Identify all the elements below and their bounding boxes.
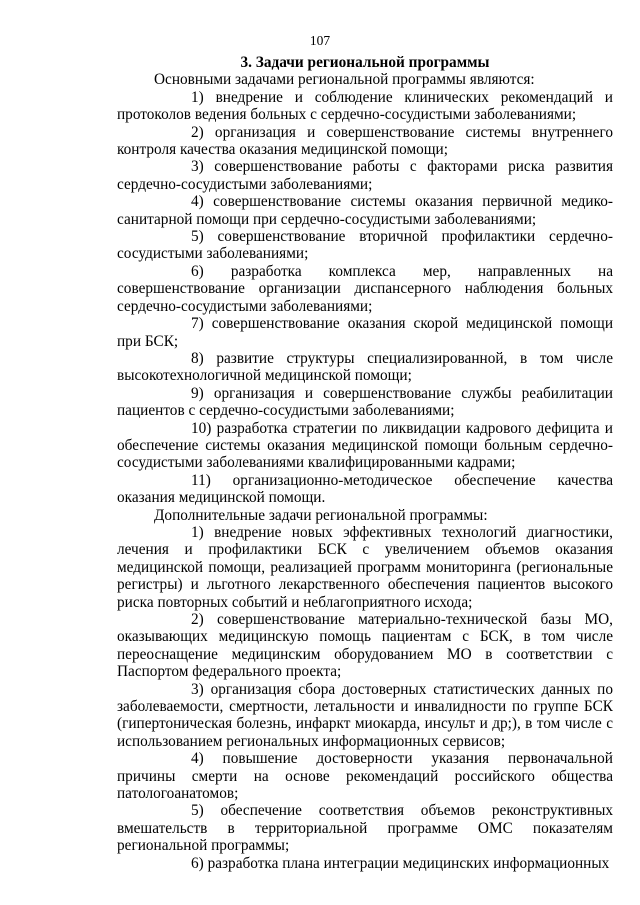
additional-task-item-text: организация сбора достоверных статистических данных по заболеваемости, смертности, летальности и инвалидности по группе БСК (гипертоническая болезнь, инфаркт миокарда, инсульт и др;), в том числе с использованием региональных информационных сервисов; — [117, 680, 614, 750]
additional-task-item — [117, 855, 613, 872]
main-task-item — [117, 315, 613, 350]
main-task-item-text: совершенствование работы с факторами риска развития сердечно-сосудистыми заболеваниями; — [117, 158, 613, 193]
main-task-item-number: 6) — [191, 262, 204, 280]
main-task-item — [117, 158, 613, 193]
main-task-item-text: совершенствование системы оказания первичной медико-санитарной помощи при сердечно-сосудистыми заболеваниями; — [117, 193, 614, 228]
main-task-item-number: 10) — [191, 419, 212, 437]
main-task-item — [117, 385, 613, 420]
main-task-item — [117, 228, 613, 263]
main-task-item — [117, 124, 613, 159]
additional-task-item-number: 4) — [191, 750, 204, 768]
main-task-item-number: 2) — [191, 123, 204, 141]
additional-task-item-number: 1) — [191, 523, 204, 541]
main-task-item-number: 1) — [191, 88, 204, 106]
additional-task-item — [117, 524, 613, 611]
main-task-item-number: 5) — [191, 228, 204, 246]
section-heading: 3. Задачи региональной программы — [240, 54, 490, 71]
main-task-item-number: 7) — [191, 315, 204, 333]
main-task-item-number: 3) — [191, 158, 204, 176]
additional-task-item-text: повышение достоверности указания первоначальной причины смерти на основе рекомендаций российского общества патологоанатомов; — [117, 750, 613, 803]
additional-task-item — [117, 802, 613, 854]
main-task-item-text: внедрение и соблюдение клинических рекомендаций и протоколов ведения больных с сердечно-сосудистыми заболеваниями; — [117, 88, 613, 124]
main-task-item-text: организация и совершенствование системы внутреннего контроля качества оказания медицинской помощи; — [117, 123, 613, 159]
additional-task-item-number: 5) — [191, 802, 204, 820]
additional-task-item-text: обеспечение соответствия объемов реконструктивных вмешательств в территориальной программе ОМС показателям региональной программы; — [117, 802, 613, 855]
main-task-item-number: 8) — [191, 349, 204, 367]
additional-task-item — [117, 611, 613, 681]
main-task-item-text: организация и совершенствование службы реабилитации пациентов с сердечно-сосудистыми заболеваниями; — [117, 384, 613, 420]
additional-tasks-intro: Дополнительные задачи региональной программы: — [154, 506, 488, 524]
additional-task-item-text: внедрение новых эффективных технологий диагностики, лечения и профилактики БСК с увеличением объемов оказания медицинской помощи, реализацией программ мониторинга (региональные регистры) и льготного лекарственного обеспечения пациентов высокого риска повторных событий и неблагоприятного исхода; — [117, 523, 613, 611]
main-task-item-text: организационно-методическое обеспечение качества оказания медицинской помощи. — [117, 471, 614, 507]
main-tasks-list — [117, 89, 613, 507]
main-task-item-number: 9) — [191, 384, 204, 402]
additional-task-item — [117, 681, 613, 751]
main-task-item — [117, 472, 613, 507]
main-task-item-number: 4) — [191, 193, 204, 211]
main-task-item-text: совершенствование оказания скорой медицинской помощи при БСК; — [117, 315, 613, 350]
main-task-item — [117, 263, 613, 315]
main-tasks-intro: Основными задачами региональной программы являются: — [154, 71, 535, 89]
page-content — [117, 54, 613, 872]
main-task-item-text: совершенствование вторичной профилактики сердечно-сосудистыми заболеваниями; — [117, 228, 613, 263]
main-task-item — [117, 350, 613, 385]
main-task-item-text: развитие структуры специализированной, в том числе высокотехнологичной медицинской помощи; — [117, 349, 613, 385]
main-task-item-text: разработка комплекса мер, направленных на совершенствование организации диспансерного наблюдения больных сердечно-сосудистыми заболеваниями; — [117, 262, 614, 315]
additional-task-item-number: 2) — [191, 611, 204, 628]
main-task-item-text: разработка стратегии по ликвидации кадрового дефицита и обеспечение системы оказания медицинской помощи больным сердечно-сосудистыми заболеваниями квалифицированными кадрами; — [117, 419, 613, 472]
additional-tasks-list — [117, 524, 613, 872]
main-task-item — [117, 193, 613, 228]
main-task-item — [117, 420, 613, 472]
additional-task-item-number: 6) — [191, 854, 204, 872]
additional-task-item-text: разработка плана интеграции медицинских информационных — [207, 854, 610, 872]
additional-task-item — [117, 750, 613, 802]
page-number: 107 — [309, 33, 331, 48]
additional-task-item-text: совершенствование материально-технической базы МО, оказывающих медицинскую помощь пациентам с БСК, в том числе переоснащение медицинским оборудованием МО в соответствии с Паспортом федерального проекта; — [117, 611, 613, 681]
main-task-item — [117, 89, 613, 124]
additional-task-item-number: 3) — [191, 680, 204, 698]
main-task-item-number: 11) — [191, 471, 211, 489]
